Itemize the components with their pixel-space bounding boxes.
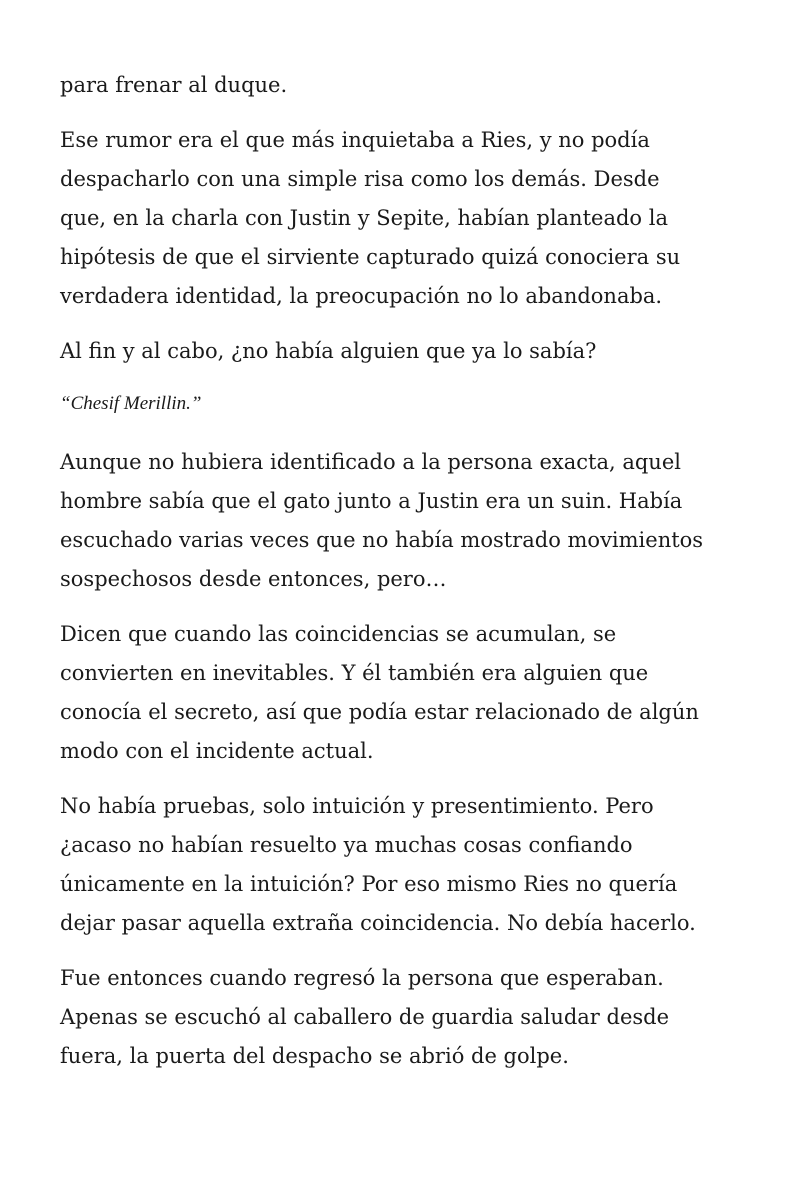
paragraph-7	[60, 787, 750, 943]
text-line: Ese rumor era el que más inquietaba a Ries, y no podía	[60, 128, 650, 152]
text-line: dejar pasar aquella extraña coincidencia. No debía hacerlo.	[60, 911, 696, 935]
paragraph-2	[60, 121, 750, 316]
quoted-name	[60, 387, 750, 419]
text-line: Dicen que cuando las coincidencias se acumulan, se	[60, 622, 617, 646]
page-body	[60, 66, 750, 1092]
text-line: “Chesif Merillin.”	[60, 393, 202, 414]
text-line: hombre sabía que el gato junto a Justin era un suin. Había	[60, 489, 683, 513]
text-line: Aunque no hubiera identificado a la persona exacta, aquel	[60, 450, 681, 474]
text-line: hipótesis de que el sirviente capturado quizá conociera su	[60, 245, 681, 269]
paragraph-8	[60, 959, 750, 1076]
paragraph-6	[60, 615, 750, 771]
text-line: escuchado varias veces que no había mostrado movimientos	[60, 528, 704, 552]
text-line: verdadera identidad, la preocupación no lo abandonaba.	[60, 284, 663, 308]
text-line: únicamente en la intuición? Por eso mismo Ries no quería	[60, 872, 678, 896]
paragraph-3	[60, 332, 750, 371]
text-line: conocía el secreto, así que podía estar relacionado de algún	[60, 700, 699, 724]
text-line: sospechosos desde entonces, pero…	[60, 567, 447, 591]
text-line: Al fin y al cabo, ¿no había alguien que ya lo sabía?	[60, 339, 597, 363]
text-line: fuera, la puerta del despacho se abrió de golpe.	[60, 1044, 569, 1068]
text-line: No había pruebas, solo intuición y presentimiento. Pero	[60, 794, 654, 818]
text-line: Apenas se escuchó al caballero de guardia saludar desde	[60, 1005, 670, 1029]
text-line: Fue entonces cuando regresó la persona que esperaban.	[60, 966, 664, 990]
text-line: convierten en inevitables. Y él también era alguien que	[60, 661, 649, 685]
paragraph-5	[60, 443, 750, 599]
text-line: para frenar al duque.	[60, 73, 288, 97]
text-line: modo con el incidente actual.	[60, 739, 374, 763]
text-line: despacharlo con una simple risa como los demás. Desde	[60, 167, 660, 191]
text-line: que, en la charla con Justin y Sepite, habían planteado la	[60, 206, 668, 230]
paragraph-1	[60, 66, 750, 105]
text-line: ¿acaso no habían resuelto ya muchas cosas confiando	[60, 833, 633, 857]
